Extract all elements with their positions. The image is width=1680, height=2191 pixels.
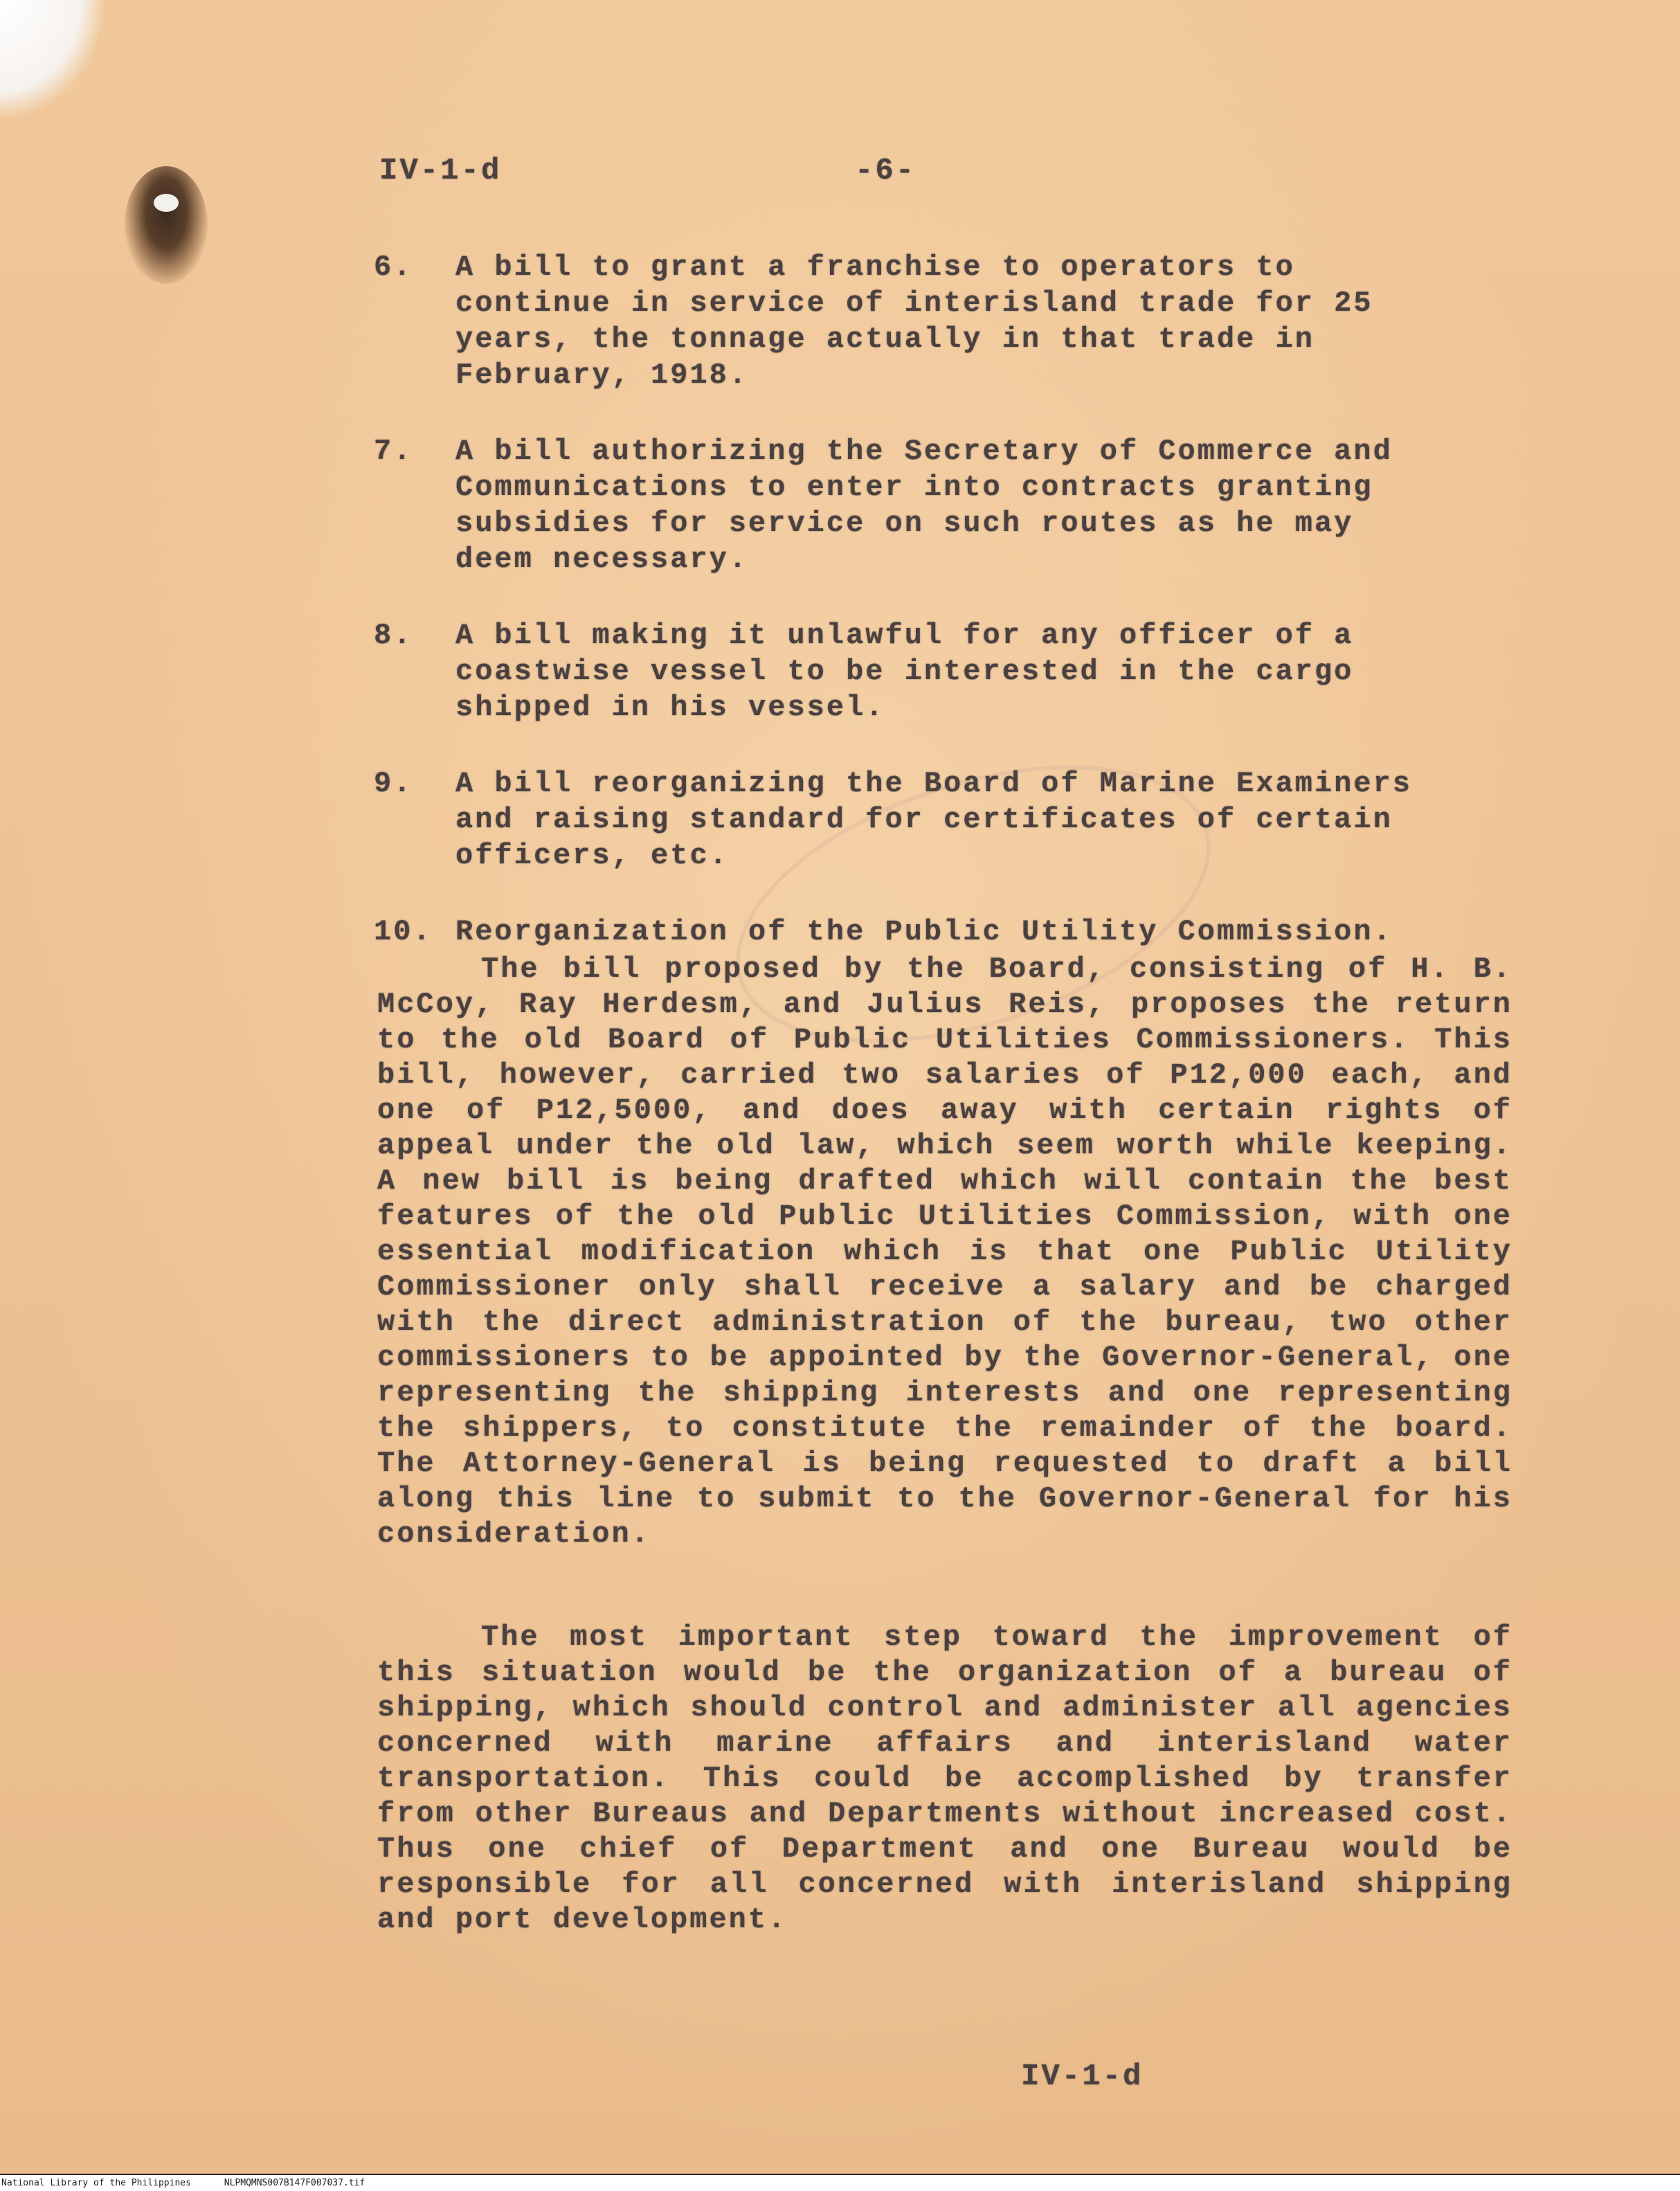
item-number: 8. [374,619,413,652]
item-number: 7. [374,435,413,468]
item-text: A bill to grant a franchise to operators to continue in service of interisland trade for 25 years, the tonnage actually in that trade in February, 1918. [455,251,1373,392]
torn-corner [0,0,104,118]
item-text: A bill reorganizing the Board of Marine Examiners and raising standard for certificates of certain officers, etc. [455,767,1413,872]
item-text: Reorganization of the Public Utility Commission. [455,915,1393,948]
item-number: 6. [374,251,413,284]
bill-list [374,249,1509,990]
footer-section-code: IV-1-d [1021,2059,1144,2094]
header-section-code: IV-1-d [379,154,502,188]
scan-filename: NLPMQMNS007B147F007037.tif [224,2178,365,2188]
list-item [374,617,1509,725]
item-number: 9. [374,767,413,800]
item-number: 10. [374,915,433,948]
list-item [374,914,1509,950]
list-item [374,433,1509,577]
library-credit: National Library of the Philippines [1,2178,191,2188]
scan-credit-bar [0,2175,1680,2191]
body-paragraph: The most important step toward the improvement of this situation would be the organization of a bureau of shipping, which should control and administer all agencies concerned with marine affairs and interisland water transportation. This could be accomplished by transfer from other Bureaus and Departments without increased cost. Thus one chief of Department and one Bureau would be responsible for all concerned with interisland shipping and port development. [377,1621,1512,1936]
list-item [374,249,1509,393]
body-paragraph: The bill proposed by the Board, consisting of H. B. McCoy, Ray Herdesm, and Julius Reis, proposes the return to the old Board of Public Utilities Commissioners. This bill, however, carried two salaries of P12,000 each, and one of P12,5000, and does away with certain rights of appeal under the old law, which seem worth while keeping. A new bill is being drafted which will contain the best features of the old Public Utilities Commission, with one essential modification which is that one Public Utility Commissioner only shall receive a salary and be charged with the direct administration of the bureau, two other commissioners to be appointed by the Governor-General, one representing the shipping interests and one representing the shippers, to constitute the remainder of the board. The Attorney-General is being requested to draft a bill along this line to submit to the Governor-General for his consideration. [377,953,1512,1551]
item-text: A bill authorizing the Secretary of Commerce and Communications to enter into contracts granting subsidies for service on such routes as he may deem necessary. [455,435,1393,576]
punch-hole [125,166,208,284]
list-item [374,766,1509,874]
page-number: -6- [855,154,916,188]
item-text: A bill making it unlawful for any officer of a coastwise vessel to be interested in the cargo shipped in his vessel. [455,619,1354,724]
